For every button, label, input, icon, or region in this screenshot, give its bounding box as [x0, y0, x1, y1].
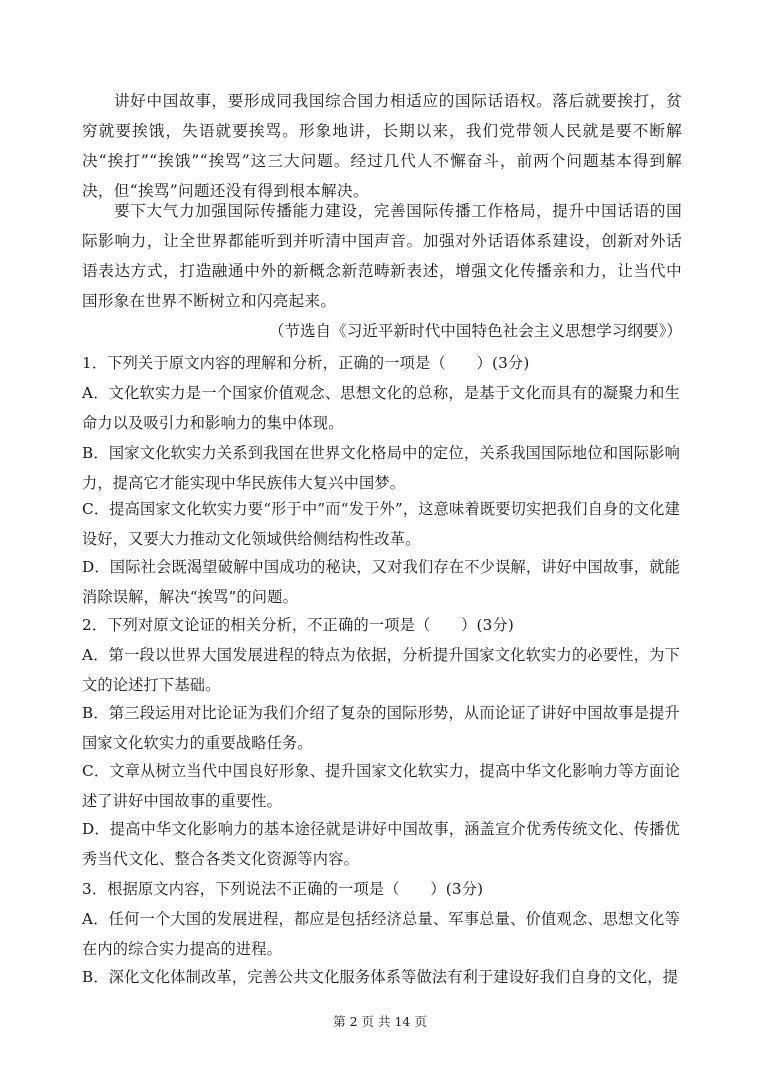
question-1-option-a: A．文化软实力是一个国家价值观念、思想文化的总称，是基于文化而具有的凝聚力和生命力以及吸引力和影响力的集中体现。 [82, 384, 680, 432]
question-3-option-b: B．深化文化体制改革，完善公共文化服务体系等做法有利于建设好我们自身的文化，提 [82, 968, 679, 986]
passage-source: （节选自《习近平新时代中国特色社会主义思想学习纲要》） [268, 322, 682, 340]
question-2-option-b: B．第三段运用对比论证为我们介绍了复杂的国际形势，从而论证了讲好中国故事是提升国家文化软实力的重要战略任务。 [82, 704, 680, 752]
question-2-option-a: A．第一段以世界大国发展进程的特点为依据，分析提升国家文化软实力的必要性，为下文的论述打下基础。 [82, 646, 680, 694]
question-3-option-a: A．任何一个大国的发展进程，都应是包括经济总量、军事总量、价值观念、思想文化等在内的综合实力提高的进程。 [82, 910, 680, 958]
question-2-option-c: C．文章从树立当代中国良好形象、提升国家文化软实力，提高中华文化影响力等方面论述了讲好中国故事的重要性。 [82, 762, 680, 810]
passage-paragraph-1: 讲好中国故事，要形成同我国综合国力相适应的国际话语权。落后就要挨打，贫穷就要挨饿，失语就要挨骂。形象地讲，长期以来，我们党带领人民就是要不断解决“挨打”“挨饿”“挨骂”这三大问题。经过几代人不懈奋斗，前两个问题基本得到解决，但“挨骂”问题还没有得到根本解决。 [82, 92, 682, 200]
page-footer: 第 2 页 共 14 页 [333, 1014, 427, 1029]
question-1-stem: 1．下列关于原文内容的理解和分析，正确的一项是（ ）(3分) [82, 354, 530, 372]
question-1-option-c: C．提高国家文化软实力要“形于中”而“发于外”，这意味着既要切实把我们自身的文化建设好，又要大力推动文化领域供给侧结构性改革。 [82, 500, 680, 548]
passage-paragraph-2: 要下大气力加强国际传播能力建设，完善国际传播工作格局，提升中国话语的国际影响力，让全世界都能听到并听清中国声音。加强对外话语体系建设，创新对外话语表达方式，打造融通中外的新概念新范畴新表述，增强文化传播亲和力，让当代中国形象在世界不断树立和闪亮起来。 [82, 202, 682, 310]
question-1-option-b: B．国家文化软实力关系到我国在世界文化格局中的定位，关系我国国际地位和国际影响力，提高它才能实现中华民族伟大复兴中国梦。 [82, 444, 680, 492]
question-2-stem: 2．下列对原文论证的相关分析，不正确的一项是（ ）(3分) [82, 616, 515, 634]
question-2-option-d: D．提高中华文化影响力的基本途径就是讲好中国故事，涵盖宣介优秀传统文化、传播优秀当代文化、整合各类文化资源等内容。 [82, 820, 680, 868]
question-1-option-d: D．国际社会既渴望破解中国成功的秘诀，又对我们存在不少误解，讲好中国故事，就能消除误解，解决“挨骂”的问题。 [82, 558, 680, 606]
question-3-stem: 3．根据原文内容，下列说法不正确的一项是（ ）(3分) [82, 880, 484, 898]
